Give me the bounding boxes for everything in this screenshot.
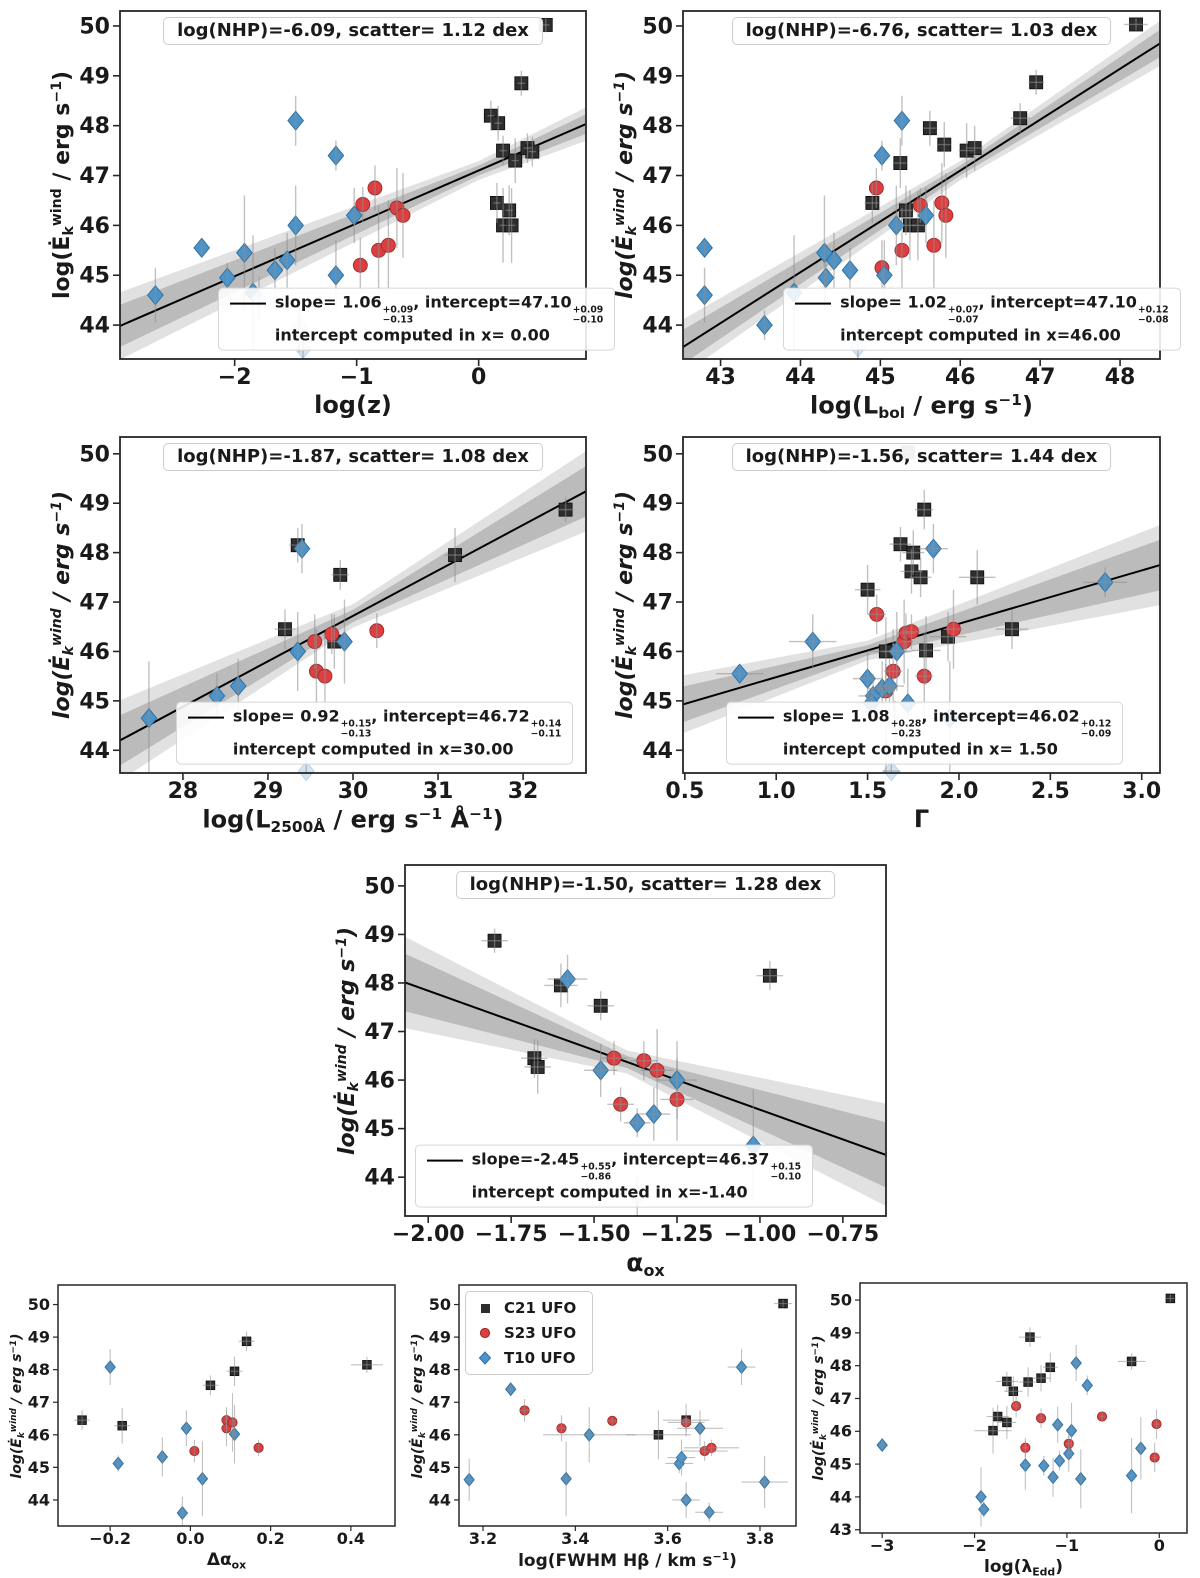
y-tick-label: 47	[642, 164, 673, 190]
nhp-annotation-aox: log(NHP)=-1.50, scatter= 1.28 dex	[456, 871, 836, 899]
y-tick-label: 49	[27, 1327, 50, 1347]
fit-legend-line1: slope= 0.92 +0.15 −0.13 , intercept=46.72 +0.14 −0.11	[188, 707, 561, 740]
x-axis-label-aox: $\alpha_{ox}$	[626, 1248, 665, 1280]
x-tick-label: −1	[1054, 1536, 1080, 1556]
fit-legend-line2: intercept computed in x=46.00	[840, 326, 1121, 345]
plot-frame-daox	[58, 1285, 395, 1526]
y-tick-label: 46	[79, 639, 110, 665]
fit-line-sample	[427, 1159, 463, 1161]
y-tick-label: 50	[364, 874, 395, 900]
y-tick-label: 50	[428, 1294, 451, 1314]
x-tick-label: 1.0	[756, 779, 796, 805]
y-tick-label: 47	[364, 1019, 395, 1045]
x-tick-label: −1	[339, 365, 374, 391]
y-tick-label: 50	[642, 442, 673, 468]
y-tick-label: 47	[642, 590, 673, 616]
y-tick-label: 46	[428, 1425, 451, 1445]
x-tick-label: −2.00	[391, 1222, 465, 1248]
y-axis-label-logz: $\log(Ė_k^{wind}$ / erg $s^{-1}$)	[49, 70, 77, 300]
legend-item-s23	[478, 1324, 576, 1342]
x-tick-label: −0.2	[89, 1529, 132, 1549]
y-axis-label-l2500: $\log(Ė_k^{wind}$ / erg $s^{-1}$)	[49, 490, 77, 720]
fit-legend-l2500	[176, 702, 573, 765]
x-tick-label: 45	[865, 365, 896, 391]
y-axis-label-lbol: $\log(Ė_k^{wind}$ / erg $s^{-1}$)	[612, 70, 640, 300]
x-tick-label: 2.5	[1030, 779, 1070, 805]
circle-marker-icon	[478, 1326, 492, 1340]
y-tick-label: 46	[364, 1068, 395, 1094]
y-tick-label: 46	[27, 1425, 50, 1445]
fit-legend-gamma	[726, 702, 1123, 765]
y-tick-label: 45	[642, 263, 673, 289]
square-marker-icon	[478, 1301, 492, 1315]
x-tick-label: 31	[422, 779, 454, 805]
confidence-band	[683, 540, 1160, 723]
x-tick-label: −2	[962, 1536, 987, 1556]
x-tick-label: −1.50	[557, 1222, 631, 1248]
fit-legend-line2: intercept computed in x= 0.00	[274, 326, 550, 345]
y-tick-label: 45	[79, 263, 110, 289]
fit-line	[683, 565, 1160, 704]
x-tick-label: 44	[785, 365, 816, 391]
fit-legend-line1: slope= 1.08 +0.28 −0.23 , intercept=46.02 +0.12 −0.09	[738, 707, 1111, 740]
x-tick-label: 32	[507, 779, 539, 805]
x-tick-label: 0.5	[665, 779, 705, 805]
fit-line-sample	[738, 716, 774, 718]
y-tick-label: 44	[642, 738, 673, 764]
x-tick-label: 30	[337, 779, 369, 805]
y-axis-label-gamma: $\log(Ė_k^{wind}$ / erg $s^{-1}$)	[612, 490, 640, 720]
y-tick-label: 46	[829, 1421, 852, 1441]
y-tick-label: 50	[79, 442, 110, 468]
x-tick-label: 3.2	[468, 1529, 498, 1549]
x-tick-label: −1.00	[723, 1222, 797, 1248]
y-tick-label: 48	[642, 541, 673, 567]
y-tick-label: 49	[79, 64, 110, 90]
y-tick-label: 49	[428, 1327, 451, 1347]
x-tick-label: 29	[252, 779, 284, 805]
y-tick-label: 49	[829, 1323, 852, 1343]
fit-legend-aox	[415, 1145, 813, 1208]
x-tick-label: 3.6	[653, 1529, 682, 1549]
fit-legend-line2: intercept computed in x= 1.50	[782, 740, 1058, 759]
x-axis-label-ledd: $\log(\lambda_{Edd})$	[984, 1557, 1063, 1578]
y-tick-label: 48	[27, 1360, 50, 1380]
legend-item-c21	[478, 1299, 576, 1317]
x-tick-label: 2.0	[939, 779, 979, 805]
legend-item-t10	[478, 1349, 576, 1367]
y-tick-label: 48	[642, 114, 673, 140]
y-tick-label: 44	[642, 313, 673, 339]
fit-legend-logz	[218, 288, 615, 351]
nhp-annotation-lbol: log(NHP)=-6.76, scatter= 1.03 dex	[732, 17, 1112, 45]
x-tick-label: 48	[1104, 365, 1136, 391]
x-tick-label: 3.0	[1122, 779, 1162, 805]
y-axis-label-aox: $\log(Ė_k^{wind}$ / erg $s^{-1}$)	[334, 926, 362, 1155]
legend-label: C21 UFO	[504, 1299, 577, 1317]
y-tick-label: 45	[642, 689, 673, 715]
y-axis-label-daox: $\log(Ė_k^{wind}$ / erg $s^{-1}$)	[9, 1332, 27, 1479]
y-tick-label: 45	[27, 1457, 50, 1477]
x-tick-label: 0.4	[336, 1529, 366, 1549]
y-tick-label: 44	[79, 738, 110, 764]
y-tick-label: 44	[27, 1490, 50, 1510]
y-tick-label: 45	[829, 1454, 852, 1474]
y-tick-label: 47	[829, 1388, 852, 1408]
diamond-marker-icon	[478, 1351, 492, 1365]
fit-legend-line1: slope= 1.06 +0.09 −0.13 , intercept=47.10 +0.09 −0.10	[230, 293, 603, 326]
y-tick-label: 50	[829, 1290, 852, 1310]
y-tick-label: 50	[79, 14, 110, 40]
x-tick-label: −1.75	[474, 1222, 548, 1248]
fit-legend-line2: intercept computed in x=30.00	[232, 740, 514, 759]
plot-frame-ledd	[860, 1283, 1187, 1533]
y-tick-label: 47	[79, 590, 110, 616]
y-tick-label: 45	[428, 1457, 451, 1477]
y-tick-label: 50	[642, 14, 673, 40]
y-tick-label: 48	[79, 541, 110, 567]
fit-legend-lbol	[783, 288, 1180, 351]
x-axis-label-gamma: Γ	[913, 805, 930, 833]
x-tick-label: 3.4	[561, 1529, 590, 1549]
y-tick-label: 48	[428, 1360, 451, 1380]
x-tick-label: 0.0	[176, 1529, 205, 1549]
x-tick-label: 47	[1024, 365, 1056, 391]
fit-legend-line1: slope= 1.02 +0.07 −0.07 , intercept=47.10 +0.12 −0.08	[795, 293, 1168, 326]
x-tick-label: 3.8	[745, 1529, 775, 1549]
y-tick-label: 44	[829, 1487, 852, 1507]
fit-legend-line2: intercept computed in x=-1.40	[471, 1183, 748, 1202]
fit-line-sample	[230, 302, 266, 304]
y-tick-label: 46	[642, 213, 673, 239]
series-legend	[465, 1291, 593, 1375]
y-tick-label: 46	[642, 639, 673, 665]
x-tick-label: 43	[705, 365, 736, 391]
y-tick-label: 44	[428, 1490, 451, 1510]
y-axis-label-fwhm: $\log(Ė_k^{wind}$ / erg $s^{-1}$)	[410, 1332, 428, 1479]
fit-legend-line1: slope=-2.45 +0.55 −0.86 , intercept=46.37 +0.15 −0.10	[427, 1150, 801, 1183]
x-axis-label-logz: log(z)	[314, 391, 392, 419]
y-tick-label: 48	[79, 114, 110, 140]
y-tick-label: 47	[428, 1392, 451, 1412]
legend-label: T10 UFO	[504, 1349, 576, 1367]
y-tick-label: 49	[364, 922, 395, 948]
x-axis-label-lbol: $\log(L_{bol}$ / erg $s^{-1}$)	[810, 391, 1033, 423]
x-axis-label-daox: $\Delta\alpha_{ox}$	[206, 1550, 247, 1572]
y-tick-label: 49	[642, 491, 673, 517]
x-tick-label: 0	[470, 365, 487, 391]
nhp-annotation-gamma: log(NHP)=-1.56, scatter= 1.44 dex	[732, 443, 1112, 471]
x-tick-label: −3	[869, 1536, 895, 1556]
y-tick-label: 44	[364, 1165, 395, 1191]
y-tick-label: 44	[79, 313, 110, 339]
nhp-annotation-l2500: log(NHP)=-1.87, scatter= 1.08 dex	[163, 443, 543, 471]
fit-line-sample	[188, 716, 224, 718]
chart-ledd	[830, 1283, 1187, 1555]
y-axis-label-ledd: $\log(Ė_k^{wind}$ / erg $s^{-1}$)	[811, 1335, 829, 1481]
x-tick-label: 0	[1153, 1536, 1165, 1556]
y-tick-label: 45	[364, 1117, 395, 1143]
x-tick-label: 28	[167, 779, 199, 805]
fit-line	[405, 982, 886, 1154]
y-tick-label: 50	[27, 1294, 50, 1314]
x-axis-label-l2500: $\log(L_{2500Å}$ / erg $s^{-1}$ $Å^{-1}$)	[202, 805, 504, 837]
fit-line-sample	[795, 302, 831, 304]
y-tick-label: 47	[27, 1392, 50, 1412]
y-tick-label: 43	[829, 1520, 852, 1540]
y-tick-label: 49	[79, 491, 110, 517]
y-tick-label: 48	[364, 971, 395, 997]
y-tick-label: 48	[829, 1356, 852, 1376]
x-axis-label-fwhm: log(FWHM Hβ / km $s^{-1}$)	[518, 1550, 737, 1571]
x-tick-label: −1.25	[640, 1222, 714, 1248]
y-tick-label: 49	[642, 64, 673, 90]
y-tick-label: 46	[79, 213, 110, 239]
chart-daox	[28, 1285, 395, 1548]
x-tick-label: −0.75	[806, 1222, 880, 1248]
legend-label: S23 UFO	[504, 1324, 577, 1342]
x-tick-label: 46	[944, 365, 976, 391]
nhp-annotation-logz: log(NHP)=-6.09, scatter= 1.12 dex	[163, 17, 543, 45]
x-tick-label: 1.5	[848, 779, 888, 805]
x-tick-label: 0.2	[256, 1529, 285, 1549]
x-tick-label: −2	[217, 365, 252, 391]
y-tick-label: 47	[79, 164, 110, 190]
y-tick-label: 45	[79, 689, 110, 715]
